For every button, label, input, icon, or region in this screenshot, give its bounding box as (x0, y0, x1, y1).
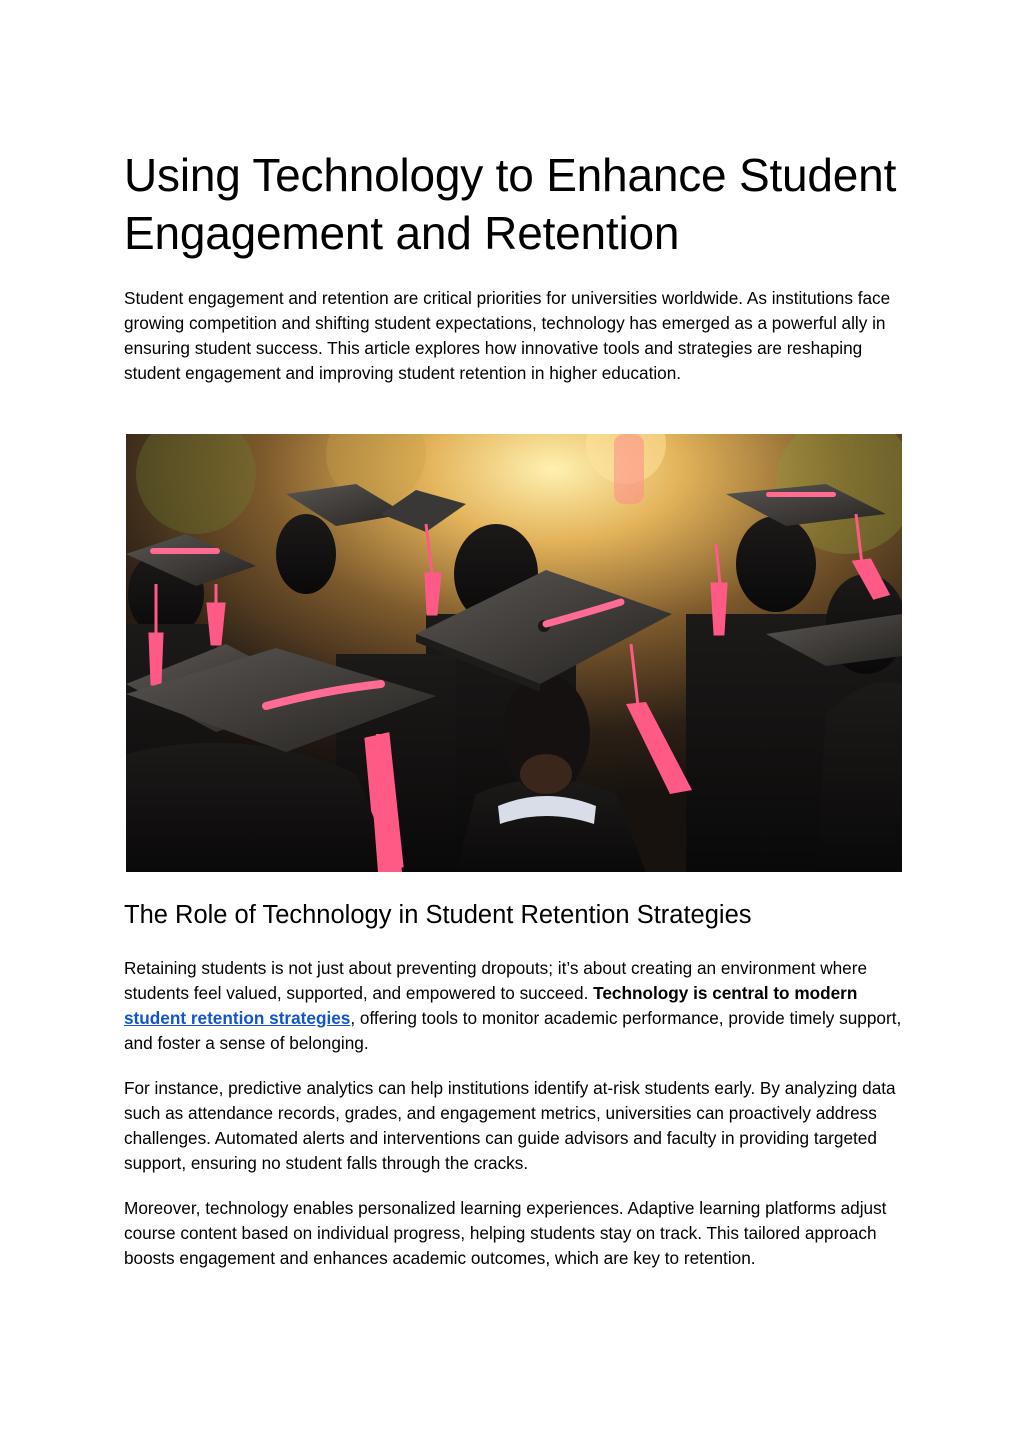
hero-image (126, 434, 902, 872)
paragraph-2: For instance, predictive analytics can help institutions identify at-risk students early. By analyzing data such as attendance records, grades, and engagement metrics, universities can proactively address challenges. Automated alerts and interventions can guide advisors and faculty in providing targeted support, ensuring no student falls through the cracks. (124, 1078, 896, 1173)
student-retention-strategies-link[interactable]: student retention strategies (124, 1008, 351, 1028)
paragraph-1-text: Retaining students is not just about preventing dropouts; it’s about creating an environment where students feel valued, supported, and empowered to succeed. (124, 958, 868, 1003)
article-title: Using Technology to Enhance Student Engagement and Retention (124, 149, 897, 259)
paragraph-1-bold: Technology is central to modern (593, 983, 858, 1003)
paragraph-3: Moreover, technology enables personalized learning experiences. Adaptive learning platforms adjust course content based on individual progress, helping students stay on track. This tailored approach boosts engagement and enhances academic outcomes, which are key to retention. (124, 1198, 887, 1268)
section-heading: The Role of Technology in Student Retention Strategies (124, 901, 752, 929)
graduation-caps-illustration (126, 434, 902, 872)
paragraph-1-rest: , offering tools to monitor academic performance, provide timely support, and foster a sense of belonging. (124, 1008, 902, 1053)
paragraph-1 (124, 956, 904, 1056)
intro-paragraph: Student engagement and retention are critical priorities for universities worldwide. As institutions face growing competition and shifting student expectations, technology has emerged as a powerful ally in ensuring student success. This article explores how innovative tools and strategies are reshaping student engagement and improving student retention in higher education. (124, 288, 891, 383)
